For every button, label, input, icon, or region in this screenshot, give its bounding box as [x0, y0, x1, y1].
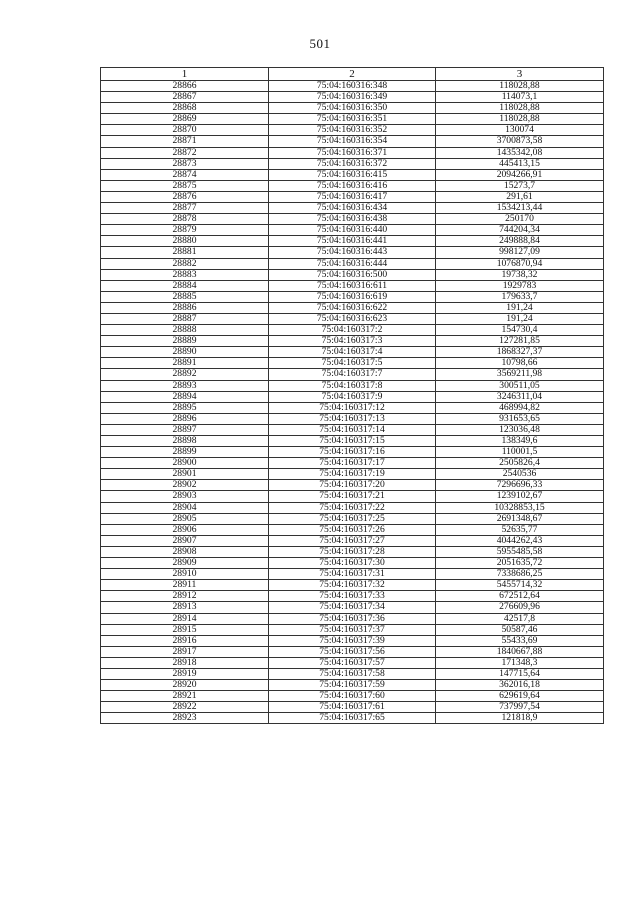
table-row: [101, 646, 604, 657]
value-cell: 7338686,25: [436, 569, 604, 580]
value-cell: 1239102,67: [436, 491, 604, 502]
value-cell: 2540536: [436, 469, 604, 480]
row-number-cell: 28921: [101, 691, 269, 702]
cadastral-number-cell: 75:04:160317:4: [269, 347, 436, 358]
cadastral-number-cell: 75:04:160317:22: [269, 502, 436, 513]
cadastral-number-cell: 75:04:160317:25: [269, 513, 436, 524]
row-number-cell: 28875: [101, 180, 269, 191]
row-number-cell: 28887: [101, 313, 269, 324]
cadastral-number-cell: 75:04:160316:349: [269, 92, 436, 103]
row-number-cell: 28904: [101, 502, 269, 513]
table-row: [101, 491, 604, 502]
row-number-cell: 28910: [101, 569, 269, 580]
cadastral-number-cell: 75:04:160317:36: [269, 613, 436, 624]
data-table: [100, 67, 604, 724]
row-number-cell: 28914: [101, 613, 269, 624]
table-row: [101, 535, 604, 546]
value-cell: 19738,32: [436, 269, 604, 280]
value-cell: 154730,4: [436, 325, 604, 336]
table-row: [101, 369, 604, 380]
cadastral-number-cell: 75:04:160317:15: [269, 436, 436, 447]
row-number-cell: 28889: [101, 336, 269, 347]
row-number-cell: 28876: [101, 191, 269, 202]
row-number-cell: 28879: [101, 225, 269, 236]
cadastral-number-cell: 75:04:160317:56: [269, 646, 436, 657]
row-number-cell: 28884: [101, 280, 269, 291]
table-row: [101, 336, 604, 347]
row-number-cell: 28902: [101, 480, 269, 491]
table-row: [101, 591, 604, 602]
value-cell: 468994,82: [436, 402, 604, 413]
row-number-cell: 28915: [101, 624, 269, 635]
cadastral-number-cell: 75:04:160316:623: [269, 313, 436, 324]
value-cell: 2691348,67: [436, 513, 604, 524]
table-row: [101, 569, 604, 580]
value-cell: 744204,34: [436, 225, 604, 236]
table-row: [101, 291, 604, 302]
cadastral-number-cell: 75:04:160317:17: [269, 458, 436, 469]
row-number-cell: 28913: [101, 602, 269, 613]
cadastral-number-cell: 75:04:160317:39: [269, 635, 436, 646]
table-row: [101, 613, 604, 624]
value-cell: 2505826,4: [436, 458, 604, 469]
cadastral-number-cell: 75:04:160317:13: [269, 413, 436, 424]
table-row: [101, 702, 604, 713]
table-row: [101, 402, 604, 413]
value-cell: 10798,66: [436, 358, 604, 369]
table-row: [101, 136, 604, 147]
cadastral-number-cell: 75:04:160317:57: [269, 657, 436, 668]
row-number-cell: 28898: [101, 436, 269, 447]
row-number-cell: 28912: [101, 591, 269, 602]
row-number-cell: 28868: [101, 103, 269, 114]
value-cell: 629619,64: [436, 691, 604, 702]
value-cell: 5455714,32: [436, 580, 604, 591]
table-row: [101, 269, 604, 280]
row-number-cell: 28919: [101, 668, 269, 679]
value-cell: 250170: [436, 214, 604, 225]
table-row: [101, 657, 604, 668]
table-row: [101, 546, 604, 557]
row-number-cell: 28877: [101, 203, 269, 214]
cadastral-number-cell: 75:04:160316:371: [269, 147, 436, 158]
row-number-cell: 28872: [101, 147, 269, 158]
row-number-cell: 28911: [101, 580, 269, 591]
value-cell: 4044262,43: [436, 535, 604, 546]
row-number-cell: 28918: [101, 657, 269, 668]
cadastral-number-cell: 75:04:160316:351: [269, 114, 436, 125]
row-number-cell: 28907: [101, 535, 269, 546]
value-cell: 118028,88: [436, 114, 604, 125]
row-number-cell: 28916: [101, 635, 269, 646]
value-cell: 672512,64: [436, 591, 604, 602]
table-row: [101, 424, 604, 435]
table-row: [101, 502, 604, 513]
row-number-cell: 28881: [101, 247, 269, 258]
table-row: [101, 191, 604, 202]
value-cell: 130074: [436, 125, 604, 136]
cadastral-number-cell: 75:04:160316:443: [269, 247, 436, 258]
cadastral-number-cell: 75:04:160317:9: [269, 391, 436, 402]
value-cell: 191,24: [436, 302, 604, 313]
value-cell: 52635,77: [436, 524, 604, 535]
value-cell: 998127,09: [436, 247, 604, 258]
value-cell: 362016,18: [436, 680, 604, 691]
cadastral-number-cell: 75:04:160317:14: [269, 424, 436, 435]
row-number-cell: 28903: [101, 491, 269, 502]
cadastral-number-cell: 75:04:160317:8: [269, 380, 436, 391]
row-number-cell: 28880: [101, 236, 269, 247]
row-number-cell: 28906: [101, 524, 269, 535]
value-cell: 138349,6: [436, 436, 604, 447]
table-row: [101, 436, 604, 447]
cadastral-number-cell: 75:04:160317:32: [269, 580, 436, 591]
value-cell: 276609,96: [436, 602, 604, 613]
value-cell: 3246311,04: [436, 391, 604, 402]
row-number-cell: 28895: [101, 402, 269, 413]
table-row: [101, 203, 604, 214]
value-cell: 1534213,44: [436, 203, 604, 214]
row-number-cell: 28917: [101, 646, 269, 657]
row-number-cell: 28891: [101, 358, 269, 369]
table-row: [101, 480, 604, 491]
column-header-3: 3: [436, 68, 604, 81]
table-row: [101, 558, 604, 569]
value-cell: 249888,84: [436, 236, 604, 247]
row-number-cell: 28894: [101, 391, 269, 402]
value-cell: 1076870,94: [436, 258, 604, 269]
table-row: [101, 236, 604, 247]
value-cell: 1868327,37: [436, 347, 604, 358]
table-row: [101, 713, 604, 724]
cadastral-number-cell: 75:04:160317:7: [269, 369, 436, 380]
table-row: [101, 92, 604, 103]
cadastral-number-cell: 75:04:160317:20: [269, 480, 436, 491]
cadastral-number-cell: 75:04:160317:19: [269, 469, 436, 480]
cadastral-number-cell: 75:04:160316:417: [269, 191, 436, 202]
cadastral-number-cell: 75:04:160316:352: [269, 125, 436, 136]
value-cell: 931653,65: [436, 413, 604, 424]
row-number-cell: 28871: [101, 136, 269, 147]
cadastral-number-cell: 75:04:160316:440: [269, 225, 436, 236]
value-cell: 50587,46: [436, 624, 604, 635]
value-cell: 3700873,58: [436, 136, 604, 147]
table-row: [101, 513, 604, 524]
table-row: [101, 280, 604, 291]
table-row: [101, 347, 604, 358]
page-number: 501: [309, 36, 331, 51]
table-row: [101, 358, 604, 369]
cadastral-number-cell: 75:04:160317:12: [269, 402, 436, 413]
cadastral-number-cell: 75:04:160316:444: [269, 258, 436, 269]
cadastral-number-cell: 75:04:160317:65: [269, 713, 436, 724]
cadastral-number-cell: 75:04:160316:372: [269, 158, 436, 169]
value-cell: 3569211,98: [436, 369, 604, 380]
cadastral-number-cell: 75:04:160317:16: [269, 447, 436, 458]
value-cell: 118028,88: [436, 103, 604, 114]
value-cell: 300511,05: [436, 380, 604, 391]
table-row: [101, 635, 604, 646]
cadastral-number-cell: 75:04:160316:434: [269, 203, 436, 214]
table-row: [101, 668, 604, 679]
row-number-cell: 28885: [101, 291, 269, 302]
cadastral-number-cell: 75:04:160316:350: [269, 103, 436, 114]
row-number-cell: 28896: [101, 413, 269, 424]
value-cell: 110001,5: [436, 447, 604, 458]
table-row: [101, 302, 604, 313]
value-cell: 291,61: [436, 191, 604, 202]
column-header-2: 2: [269, 68, 436, 81]
table-row: [101, 313, 604, 324]
value-cell: 171348,3: [436, 657, 604, 668]
cadastral-number-cell: 75:04:160316:441: [269, 236, 436, 247]
table-body: [101, 81, 604, 724]
table-row: [101, 258, 604, 269]
column-header-1: 1: [101, 68, 269, 81]
table-row: [101, 325, 604, 336]
row-number-cell: 28905: [101, 513, 269, 524]
value-cell: 445413,15: [436, 158, 604, 169]
row-number-cell: 28883: [101, 269, 269, 280]
table-row: [101, 524, 604, 535]
cadastral-number-cell: 75:04:160317:5: [269, 358, 436, 369]
row-number-cell: 28893: [101, 380, 269, 391]
table-row: [101, 469, 604, 480]
table-row: [101, 158, 604, 169]
cadastral-number-cell: 75:04:160316:354: [269, 136, 436, 147]
value-cell: 10328853,15: [436, 502, 604, 513]
cadastral-number-cell: 75:04:160317:60: [269, 691, 436, 702]
cadastral-number-cell: 75:04:160317:2: [269, 325, 436, 336]
table-row: [101, 225, 604, 236]
value-cell: 2094266,91: [436, 169, 604, 180]
value-cell: 15273,7: [436, 180, 604, 191]
value-cell: 114073,1: [436, 92, 604, 103]
table-row: [101, 147, 604, 158]
row-number-cell: 28874: [101, 169, 269, 180]
value-cell: 7296696,33: [436, 480, 604, 491]
row-number-cell: 28867: [101, 92, 269, 103]
cadastral-number-cell: 75:04:160317:37: [269, 624, 436, 635]
table-row: [101, 680, 604, 691]
cadastral-number-cell: 75:04:160317:27: [269, 535, 436, 546]
table-row: [101, 691, 604, 702]
row-number-cell: 28878: [101, 214, 269, 225]
cadastral-number-cell: 75:04:160317:31: [269, 569, 436, 580]
row-number-cell: 28897: [101, 424, 269, 435]
value-cell: 1929783: [436, 280, 604, 291]
value-cell: 121818,9: [436, 713, 604, 724]
value-cell: 123036,48: [436, 424, 604, 435]
row-number-cell: 28901: [101, 469, 269, 480]
cadastral-number-cell: 75:04:160316:348: [269, 81, 436, 92]
table-row: [101, 580, 604, 591]
row-number-cell: 28908: [101, 546, 269, 557]
value-cell: 55433,69: [436, 635, 604, 646]
row-number-cell: 28888: [101, 325, 269, 336]
cadastral-number-cell: 75:04:160317:21: [269, 491, 436, 502]
row-number-cell: 28900: [101, 458, 269, 469]
cadastral-number-cell: 75:04:160317:28: [269, 546, 436, 557]
cadastral-number-cell: 75:04:160316:438: [269, 214, 436, 225]
table-row: [101, 602, 604, 613]
cadastral-number-cell: 75:04:160317:33: [269, 591, 436, 602]
cadastral-number-cell: 75:04:160316:619: [269, 291, 436, 302]
cadastral-number-cell: 75:04:160317:30: [269, 558, 436, 569]
table-row: [101, 413, 604, 424]
value-cell: 147715,64: [436, 668, 604, 679]
table-row: [101, 391, 604, 402]
table-row: [101, 380, 604, 391]
table-row: [101, 169, 604, 180]
value-cell: 179633,7: [436, 291, 604, 302]
row-number-cell: 28886: [101, 302, 269, 313]
row-number-cell: 28882: [101, 258, 269, 269]
table-header-row: [101, 68, 604, 81]
value-cell: 1435342,08: [436, 147, 604, 158]
table-row: [101, 180, 604, 191]
cadastral-number-cell: 75:04:160317:59: [269, 680, 436, 691]
value-cell: 1840667,88: [436, 646, 604, 657]
table-row: [101, 103, 604, 114]
table-row: [101, 247, 604, 258]
row-number-cell: 28890: [101, 347, 269, 358]
cadastral-number-cell: 75:04:160317:34: [269, 602, 436, 613]
row-number-cell: 28920: [101, 680, 269, 691]
row-number-cell: 28870: [101, 125, 269, 136]
cadastral-number-cell: 75:04:160316:416: [269, 180, 436, 191]
cadastral-number-cell: 75:04:160317:58: [269, 668, 436, 679]
row-number-cell: 28923: [101, 713, 269, 724]
value-cell: 118028,88: [436, 81, 604, 92]
row-number-cell: 28866: [101, 81, 269, 92]
cadastral-number-cell: 75:04:160316:500: [269, 269, 436, 280]
table-row: [101, 81, 604, 92]
value-cell: 42517,8: [436, 613, 604, 624]
table-row: [101, 447, 604, 458]
row-number-cell: 28869: [101, 114, 269, 125]
cadastral-number-cell: 75:04:160317:26: [269, 524, 436, 535]
row-number-cell: 28873: [101, 158, 269, 169]
value-cell: 191,24: [436, 313, 604, 324]
cadastral-number-cell: 75:04:160316:611: [269, 280, 436, 291]
row-number-cell: 28892: [101, 369, 269, 380]
row-number-cell: 28909: [101, 558, 269, 569]
cadastral-number-cell: 75:04:160316:622: [269, 302, 436, 313]
row-number-cell: 28899: [101, 447, 269, 458]
row-number-cell: 28922: [101, 702, 269, 713]
table-row: [101, 624, 604, 635]
value-cell: 2051635,72: [436, 558, 604, 569]
table-row: [101, 458, 604, 469]
table-row: [101, 214, 604, 225]
cadastral-number-cell: 75:04:160317:61: [269, 702, 436, 713]
table-row: [101, 114, 604, 125]
cadastral-number-cell: 75:04:160316:415: [269, 169, 436, 180]
value-cell: 127281,85: [436, 336, 604, 347]
cadastral-number-cell: 75:04:160317:3: [269, 336, 436, 347]
value-cell: 5955485,58: [436, 546, 604, 557]
table-row: [101, 125, 604, 136]
value-cell: 737997,54: [436, 702, 604, 713]
